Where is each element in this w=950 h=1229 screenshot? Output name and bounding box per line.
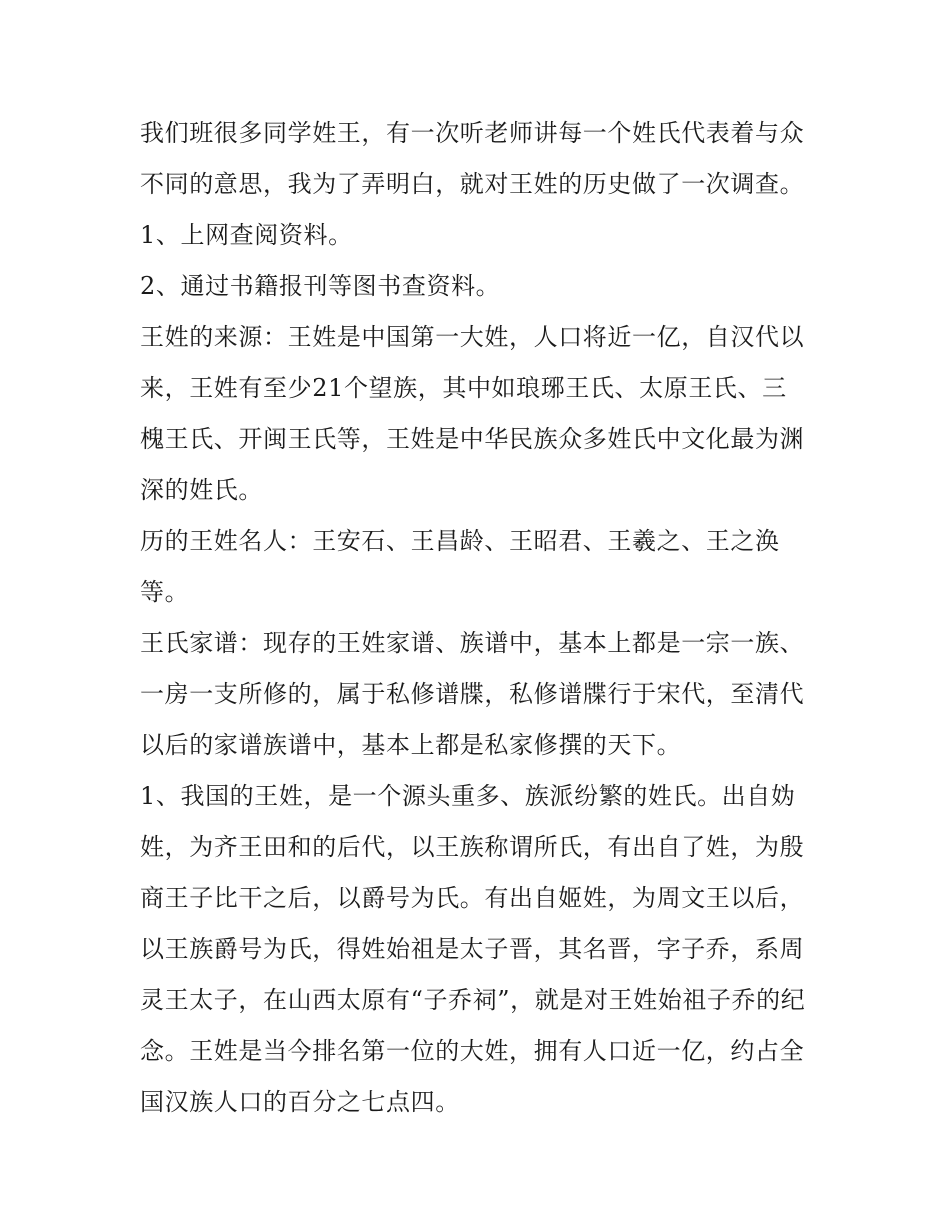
text-line: 王姓的来源：王姓是中国第一大姓，人口将近一亿，自汉代以 <box>140 323 805 351</box>
document-body <box>140 108 820 1128</box>
text-line: 商王子比干之后，以爵号为氏。有出自姬姓，为周文王以后， <box>140 884 805 912</box>
text-line: 姓，为齐王田和的后代，以王族称谓所氏，有出自了姓，为殷 <box>140 833 805 861</box>
text-line: 1、上网查阅资料。 <box>140 221 353 249</box>
text-line: 以王族爵号为氏，得姓始祖是太子晋，其名晋，字子乔，系周 <box>140 935 805 963</box>
text-line: 来，王姓有至少21个望族，其中如琅琊王氏、太原王氏、三 <box>140 374 787 402</box>
text-line: 等。 <box>140 578 190 606</box>
text-line: 1、我国的王姓，是一个源头重多、族派纷繁的姓氏。出自妫 <box>140 782 796 810</box>
text-line: 不同的意思，我为了弄明白，就对王姓的历史做了一次调查。 <box>140 170 805 198</box>
text-line: 2、通过书籍报刊等图书查资料。 <box>140 272 501 300</box>
text-line: 深的姓氏。 <box>140 476 263 504</box>
text-line: 一房一支所修的，属于私修谱牒，私修谱牒行于宋代，至清代 <box>140 680 805 708</box>
text-line: 历的王姓名人：王安石、王昌龄、王昭君、王羲之、王之涣 <box>140 527 780 555</box>
text-line: 我们班很多同学姓王，有一次听老师讲每一个姓氏代表着与众 <box>140 119 805 147</box>
text-line: 念。王姓是当今排名第一位的大姓，拥有人口近一亿，约占全 <box>140 1037 805 1065</box>
text-line: 国汉族人口的百分之七点四。 <box>140 1088 460 1116</box>
text-line: 王氏家谱：现存的王姓家谱、族谱中，基本上都是一宗一族、 <box>140 629 805 657</box>
text-line: 以后的家谱族谱中，基本上都是私家修撰的天下。 <box>140 731 682 759</box>
text-line: 灵王太子，在山西太原有“子乔祠”，就是对王姓始祖子乔的纪 <box>140 986 806 1014</box>
text-line: 槐王氏、开闽王氏等，王姓是中华民族众多姓氏中文化最为渊 <box>140 425 805 453</box>
